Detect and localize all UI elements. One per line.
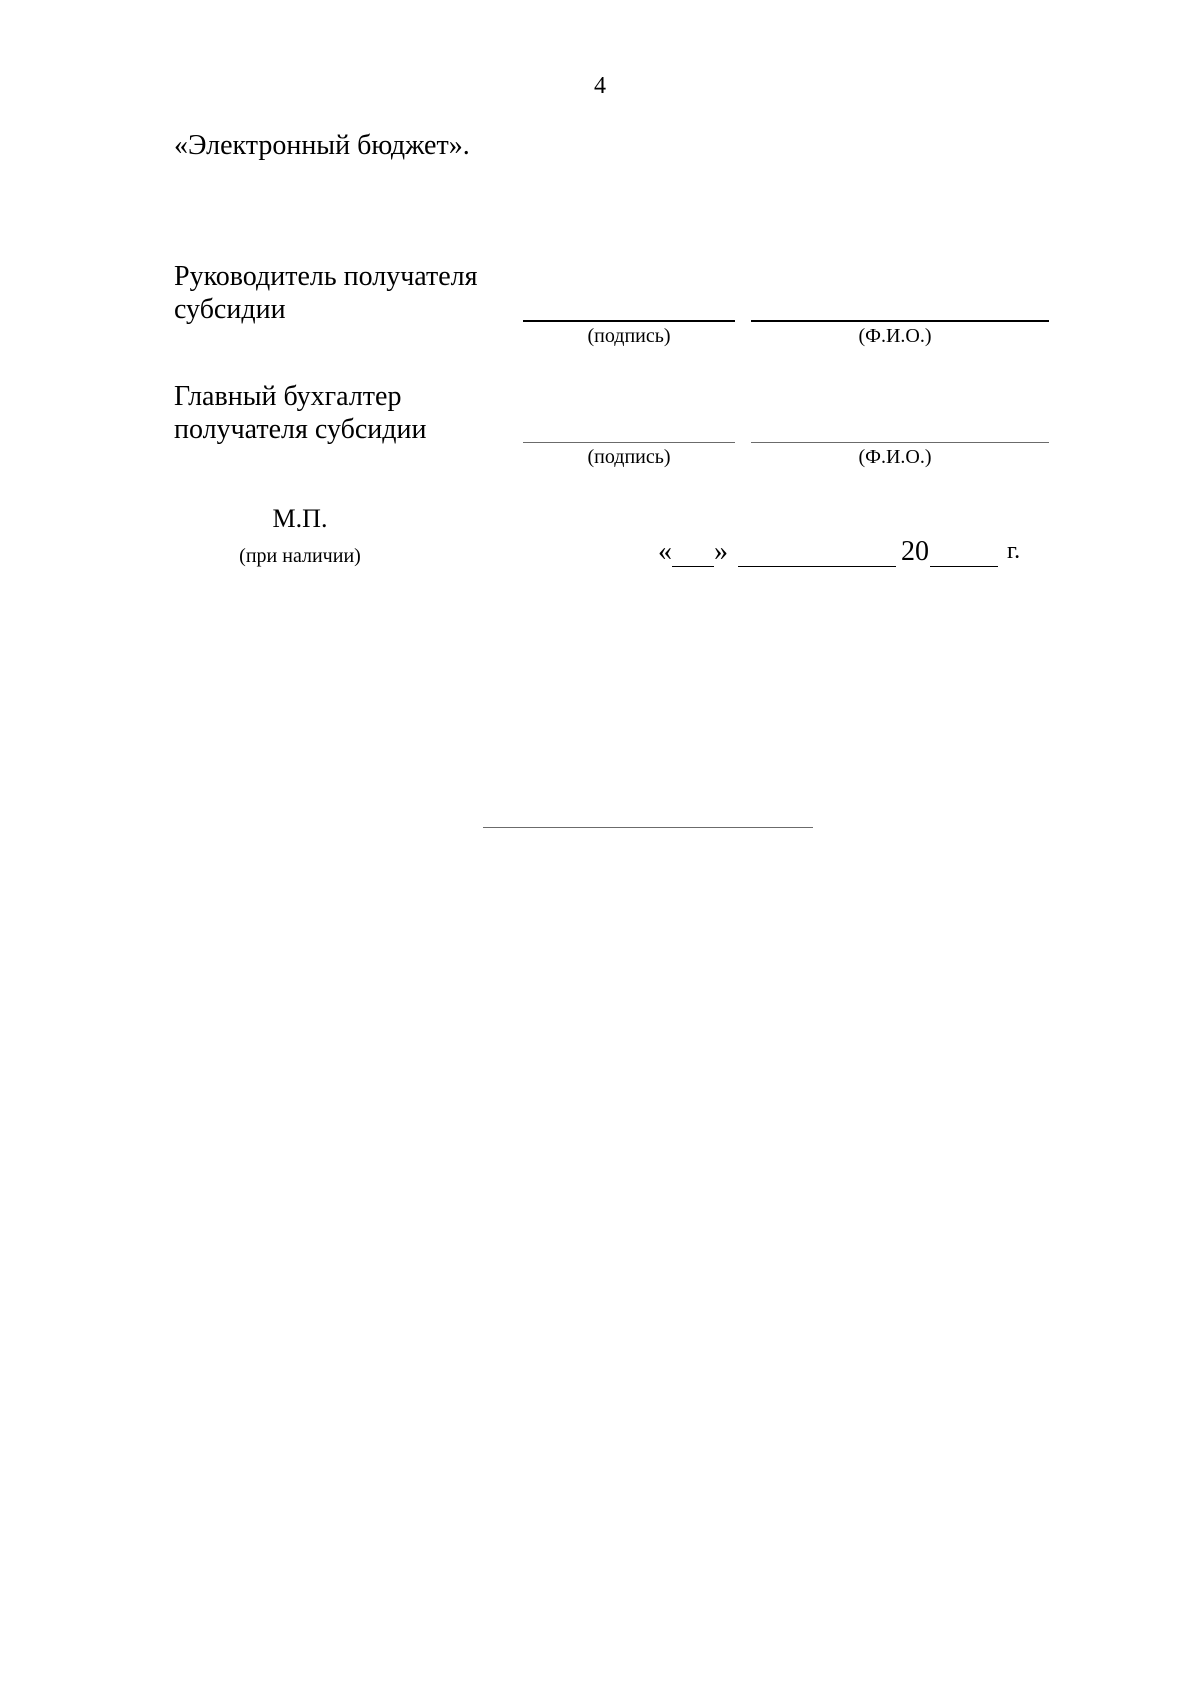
name-caption-head: (Ф.И.О.) (858, 325, 932, 347)
name-line-accountant (751, 442, 1049, 443)
stamp-note: (при наличии) (239, 545, 361, 567)
date-month-blank (738, 536, 896, 567)
signature-caption-head: (подпись) (587, 325, 671, 347)
signature-caption-accountant: (подпись) (587, 446, 671, 468)
lead-text: «Электронный бюджет». (174, 130, 470, 161)
name-caption-accountant: (Ф.И.О.) (858, 446, 932, 468)
stamp-label: М.П. (272, 504, 328, 533)
date-year-suffix: г. (1007, 538, 1021, 564)
date-year-prefix: 20 (901, 536, 929, 567)
date-year-blank (930, 536, 998, 567)
end-of-section-rule (483, 827, 813, 828)
page-number: 4 (594, 73, 606, 99)
date-day-blank (672, 536, 714, 567)
name-line-head (751, 320, 1049, 322)
signatory-role-head: Руководитель получателя субсидии (174, 261, 478, 325)
date-close-quote: » (714, 536, 728, 567)
signature-line-accountant (523, 442, 735, 443)
signature-line-head (523, 320, 735, 322)
signatory-role-accountant: Главный бухгалтер получателя субсидии (174, 381, 427, 445)
date-line (650, 536, 1070, 572)
date-open-quote: « (658, 536, 672, 567)
